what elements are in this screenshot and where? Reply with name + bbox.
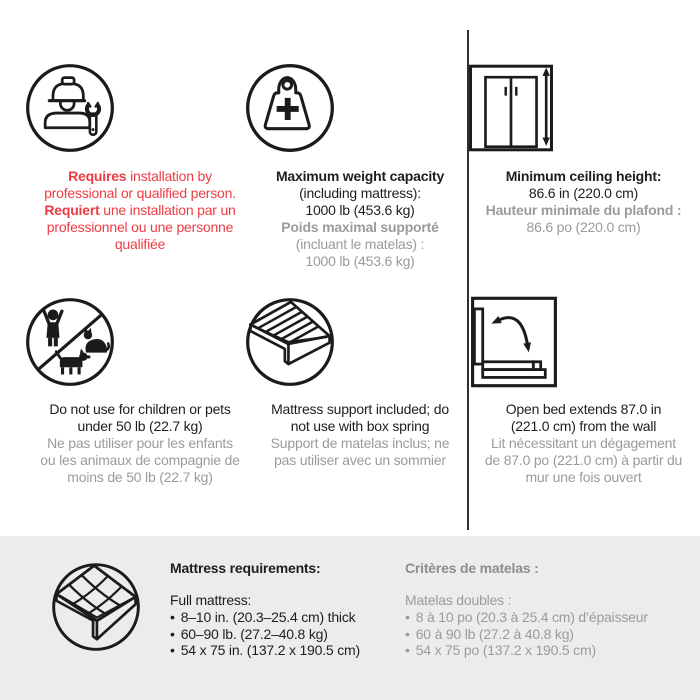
spec-max-weight [244, 62, 476, 270]
text-line: professionnel ou une personne [46, 219, 234, 235]
text-line: (including mattress): [299, 185, 421, 201]
worker-icon [24, 62, 256, 154]
no-children-pets-icon [24, 296, 256, 388]
text-bold: Requires [68, 168, 127, 184]
text-line: Requiert une installation par un [44, 202, 236, 218]
text-line: qualifiée [114, 236, 166, 252]
list-item: • 8–10 in. (20.3–25.4 cm) thick [170, 609, 360, 626]
weight-icon [244, 62, 476, 154]
spec-ceiling-height [467, 62, 700, 236]
text-line: Minimum ceiling height: [505, 168, 662, 184]
mattress-req-title-fr: Critères de matelas : [405, 560, 539, 576]
text-bold: Requiert [44, 202, 100, 218]
mattress-req-subtitle-fr: Matelas doubles : [405, 592, 512, 608]
mattress-req-list-fr [405, 609, 648, 659]
mattress-req-title-en: Mattress requirements: [170, 560, 321, 576]
text-line: pas utiliser avec un sommier [274, 452, 446, 468]
dog-figure [60, 349, 91, 375]
text-line: 86.6 in (220.0 cm) [528, 185, 639, 201]
child-figure [46, 310, 59, 347]
text-line: Support de matelas inclus; ne [270, 435, 450, 451]
text-line: (incluant le matelas) : [295, 236, 425, 252]
text-line: Hauteur minimale du plafond : [485, 202, 682, 218]
mattress-requirements-panel [0, 536, 700, 700]
text-line: Requires installation by [68, 168, 212, 184]
list-item: • 54 x 75 in. (137.2 x 190.5 cm) [170, 642, 360, 659]
text-line: Maximum weight capacity [275, 168, 445, 184]
spec-open-bed [467, 296, 700, 486]
text-line: Mattress support included; do [271, 401, 449, 417]
list-item: • 60 à 90 lb (27.2 à 40.8 kg) [405, 626, 648, 643]
open-bed-icon [467, 296, 700, 388]
text-line: not use with box spring [290, 418, 430, 434]
text-line: professional or qualified person. [44, 185, 236, 201]
text-line: de 87.0 po (221.0 cm) à partir du [484, 452, 683, 468]
list-item: • 8 à 10 po (20.3 à 25.4 cm) d’épaisseur [405, 609, 648, 626]
ceiling-height-icon [467, 62, 700, 154]
text-line: Poids maximal supporté [281, 219, 439, 235]
mattress-icon [50, 561, 142, 653]
mattress-req-subtitle-en: Full mattress: [170, 592, 252, 608]
text-line: Do not use for children or pets [49, 401, 231, 417]
mattress-req-fr [405, 560, 648, 659]
text-line: 1000 lb (453.6 kg) [305, 202, 415, 218]
text-line: 1000 lb (453.6 kg) [305, 253, 415, 269]
spec-mattress-support [244, 296, 476, 469]
text-line: Open bed extends 87.0 in [505, 401, 662, 417]
list-item: • 54 x 75 po (137.2 x 190.5 cm) [405, 642, 648, 659]
list-item: • 60–90 lb. (27.2–40.8 kg) [170, 626, 360, 643]
text-line: Ne pas utiliser pour les enfants [47, 435, 233, 451]
spec-install [24, 62, 256, 253]
text-line: moins de 50 lb (22.7 kg) [67, 469, 213, 485]
mattress-support-icon [244, 296, 476, 388]
text-line: ou les animaux de compagnie de [40, 452, 240, 468]
text-line: mur une fois ouvert [525, 469, 642, 485]
text-line: Lit nécessitant un dégagement [491, 435, 676, 451]
spec-no-children-pets [24, 296, 256, 486]
text-line: 86.6 po (220.0 cm) [526, 219, 641, 235]
mattress-req-en [170, 560, 360, 659]
cat-figure [84, 328, 107, 353]
text-line: under 50 lb (22.7 kg) [77, 418, 203, 434]
mattress-req-list-en [170, 609, 360, 659]
text-line: (221.0 cm) from the wall [510, 418, 657, 434]
